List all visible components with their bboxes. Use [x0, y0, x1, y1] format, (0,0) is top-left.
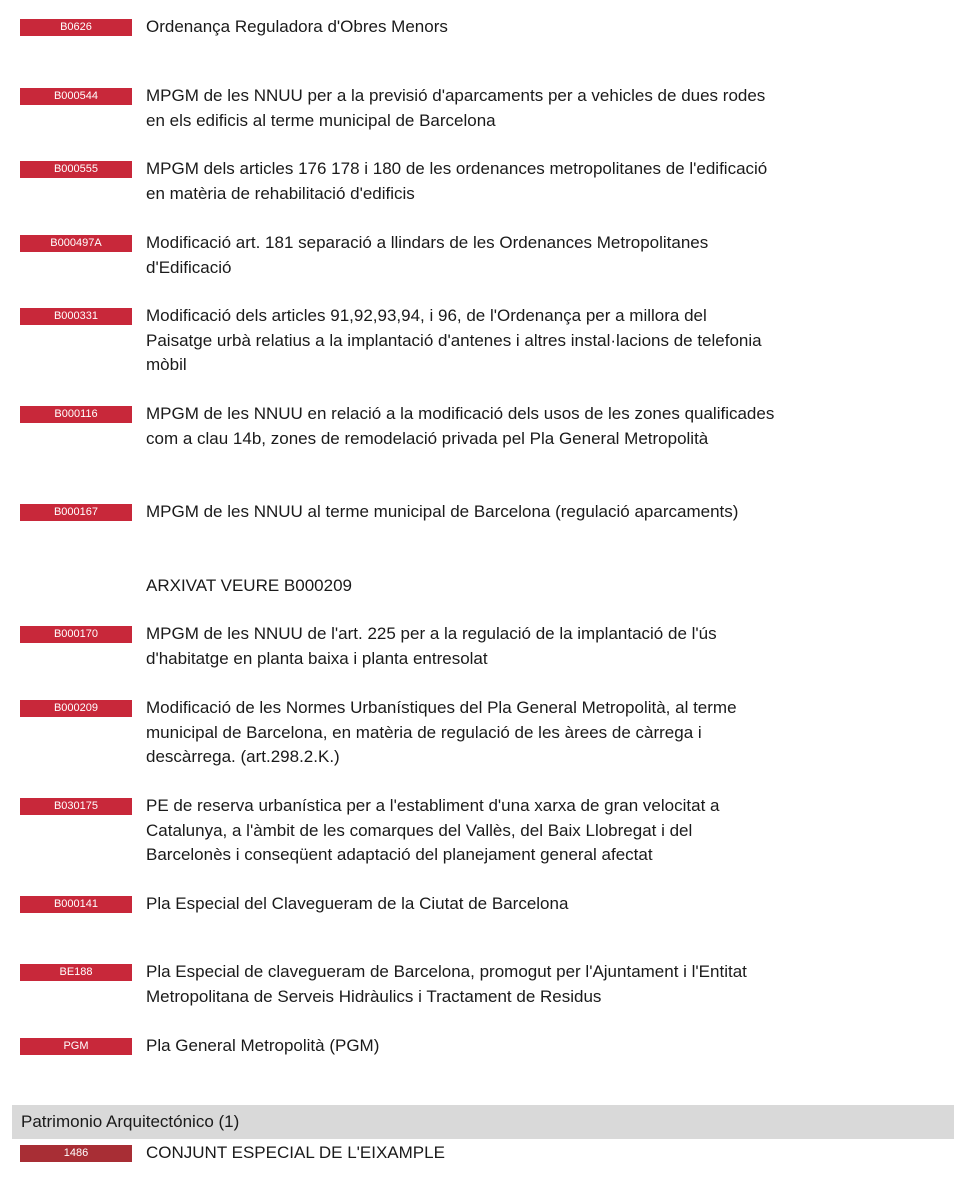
- entry-title: Modificació de les Normes Urbanístiques del Pla General Metropolità, al terme municipal de Barcelona, en matèria de regulació de les àrees de càrrega i descàrrega. (art.298.2.K.): [146, 698, 737, 766]
- entry-title: Ordenança Reguladora d'Obres Menors: [146, 17, 448, 36]
- entry-title: PE de reserva urbanística per a l'establiment d'una xarxa de gran velocitat a Catalunya, a l'àmbit de les comarques del Vallès, del Baix Llobregat i del Barcelonès i conseqüent adaptació del planejament general afectat: [146, 796, 720, 864]
- entry-title: MPGM de les NNUU de l'art. 225 per a la regulació de la implantació de l'ús d'habitatge en planta baixa i planta entresolat: [146, 624, 717, 668]
- entry-code-badge: B000116: [20, 406, 132, 423]
- heritage-title: CONJUNT ESPECIAL DE L'EIXAMPLE: [146, 1143, 445, 1162]
- entry-title: Pla Especial de clavegueram de Barcelona, promogut per l'Ajuntament i l'Entitat Metropolitana de Serveis Hidràulics i Tractament de Residus: [146, 962, 747, 1006]
- section-header-patrimoni: [12, 1105, 954, 1139]
- entry-code-badge: B000170: [20, 626, 132, 643]
- entry-title: Pla Especial del Clavegueram de la Ciutat de Barcelona: [146, 894, 569, 913]
- entry-code-badge: B000497A: [20, 235, 132, 252]
- entry-code-badge: BE188: [20, 964, 132, 981]
- entry-title: Modificació art. 181 separació a llindars de les Ordenances Metropolitanes d'Edificació: [146, 233, 709, 277]
- entry-code-badge: B000544: [20, 88, 132, 105]
- entry-code-badge: B000209: [20, 700, 132, 717]
- entry-code-badge: B030175: [20, 798, 132, 815]
- entry-title: MPGM de les NNUU per a la previsió d'aparcaments per a vehicles de dues rodes en els edificis al terme municipal de Barcelona: [146, 86, 766, 130]
- entry-title: Modificació dels articles 91,92,93,94, i 96, de l'Ordenança per a millora del Paisatge urbà relatius a la implantació d'antenes i altres instal·lacions de telefonia mòbil: [146, 306, 762, 374]
- entry-code-badge: B0626: [20, 19, 132, 36]
- entry-code-badge: B000555: [20, 161, 132, 178]
- entry-code-badge: B000141: [20, 896, 132, 913]
- section-title: Patrimonio Arquitectónico (1): [21, 1112, 240, 1131]
- entry-title: Pla General Metropolità (PGM): [146, 1036, 380, 1055]
- entry-code-badge: PGM: [20, 1038, 132, 1055]
- archive-note: ARXIVAT VEURE B000209: [146, 576, 352, 595]
- entry-code-badge: B000167: [20, 504, 132, 521]
- entry-title: MPGM de les NNUU al terme municipal de Barcelona (regulació aparcaments): [146, 502, 739, 521]
- entry-title: MPGM dels articles 176 178 i 180 de les ordenances metropolitanes de l'edificació en matèria de rehabilitació d'edificis: [146, 159, 768, 203]
- entry-code-badge: B000331: [20, 308, 132, 325]
- entry-title: MPGM de les NNUU en relació a la modificació dels usos de les zones qualificades com a clau 14b, zones de remodelació privada pel Pla General Metropolità: [146, 404, 775, 448]
- heritage-code-badge: 1486: [20, 1145, 132, 1162]
